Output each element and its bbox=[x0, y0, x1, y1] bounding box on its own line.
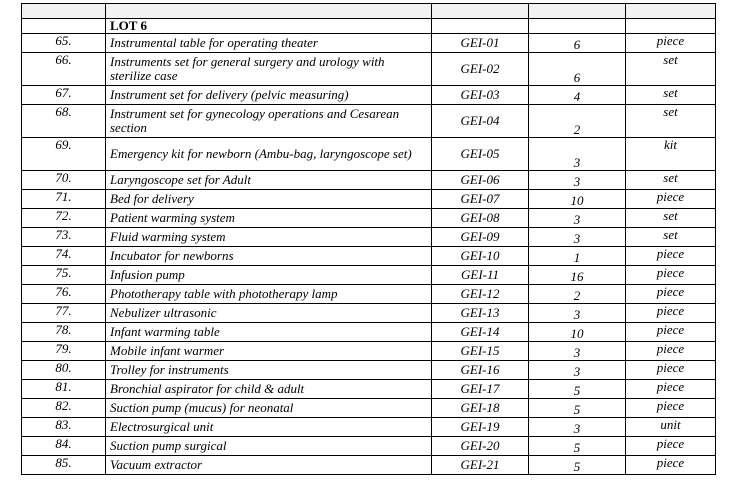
item-unit: set bbox=[626, 53, 716, 86]
lot-title: LOT 6 bbox=[106, 19, 432, 34]
item-number: 82. bbox=[22, 399, 106, 418]
item-quantity: 6 bbox=[529, 34, 626, 53]
item-name: Fluid warming system bbox=[106, 228, 432, 247]
item-quantity: 3 bbox=[529, 304, 626, 323]
item-code: GEI-13 bbox=[432, 304, 529, 323]
item-code: GEI-06 bbox=[432, 171, 529, 190]
item-quantity: 4 bbox=[529, 86, 626, 105]
item-number: 79. bbox=[22, 342, 106, 361]
lot-blank-cell bbox=[432, 19, 529, 34]
item-code: GEI-03 bbox=[432, 86, 529, 105]
item-code: GEI-02 bbox=[432, 53, 529, 86]
item-unit: piece bbox=[626, 342, 716, 361]
item-code: GEI-18 bbox=[432, 399, 529, 418]
table-row bbox=[22, 361, 716, 380]
lot-row bbox=[22, 19, 716, 34]
item-number: 83. bbox=[22, 418, 106, 437]
item-unit: piece bbox=[626, 399, 716, 418]
item-name: Instrumental table for operating theater bbox=[106, 34, 432, 53]
item-code: GEI-09 bbox=[432, 228, 529, 247]
lot-blank-cell bbox=[626, 19, 716, 34]
table-row bbox=[22, 285, 716, 304]
item-unit: piece bbox=[626, 361, 716, 380]
item-quantity: 2 bbox=[529, 105, 626, 138]
item-name: Phototherapy table with phototherapy lamp bbox=[106, 285, 432, 304]
item-number: 78. bbox=[22, 323, 106, 342]
table-row bbox=[22, 34, 716, 53]
table-body bbox=[22, 4, 716, 475]
equipment-table bbox=[21, 3, 716, 475]
table-row bbox=[22, 86, 716, 105]
item-quantity: 5 bbox=[529, 456, 626, 475]
item-name: Instruments set for general surgery and urology with sterilize case bbox=[106, 53, 432, 86]
lot-blank-cell bbox=[529, 19, 626, 34]
item-code: GEI-11 bbox=[432, 266, 529, 285]
item-code: GEI-15 bbox=[432, 342, 529, 361]
item-name: Instrument set for delivery (pelvic measuring) bbox=[106, 86, 432, 105]
item-number: 73. bbox=[22, 228, 106, 247]
item-number: 74. bbox=[22, 247, 106, 266]
item-unit: set bbox=[626, 228, 716, 247]
item-number: 81. bbox=[22, 380, 106, 399]
item-quantity: 16 bbox=[529, 266, 626, 285]
item-quantity: 3 bbox=[529, 342, 626, 361]
table-row bbox=[22, 399, 716, 418]
item-code: GEI-14 bbox=[432, 323, 529, 342]
item-unit: piece bbox=[626, 34, 716, 53]
item-unit: kit bbox=[626, 138, 716, 171]
item-name: Mobile infant warmer bbox=[106, 342, 432, 361]
item-code: GEI-20 bbox=[432, 437, 529, 456]
item-unit: piece bbox=[626, 266, 716, 285]
table-row bbox=[22, 418, 716, 437]
item-unit: set bbox=[626, 105, 716, 138]
item-code: GEI-16 bbox=[432, 361, 529, 380]
item-quantity: 10 bbox=[529, 190, 626, 209]
header-cell bbox=[529, 4, 626, 19]
item-quantity: 3 bbox=[529, 228, 626, 247]
item-name: Trolley for instruments bbox=[106, 361, 432, 380]
item-unit: set bbox=[626, 209, 716, 228]
item-quantity: 3 bbox=[529, 209, 626, 228]
item-code: GEI-08 bbox=[432, 209, 529, 228]
item-code: GEI-12 bbox=[432, 285, 529, 304]
table-row bbox=[22, 105, 716, 138]
table-row bbox=[22, 380, 716, 399]
item-code: GEI-05 bbox=[432, 138, 529, 171]
item-name: Laryngoscope set for Adult bbox=[106, 171, 432, 190]
item-number: 65. bbox=[22, 34, 106, 53]
item-quantity: 3 bbox=[529, 138, 626, 171]
item-unit: piece bbox=[626, 380, 716, 399]
table-row bbox=[22, 266, 716, 285]
item-number: 84. bbox=[22, 437, 106, 456]
item-quantity: 5 bbox=[529, 437, 626, 456]
item-name: Electrosurgical unit bbox=[106, 418, 432, 437]
item-code: GEI-19 bbox=[432, 418, 529, 437]
item-quantity: 3 bbox=[529, 418, 626, 437]
header-cell bbox=[22, 4, 106, 19]
item-quantity: 6 bbox=[529, 53, 626, 86]
item-code: GEI-21 bbox=[432, 456, 529, 475]
item-number: 66. bbox=[22, 53, 106, 86]
table-row bbox=[22, 247, 716, 266]
item-name: Patient warming system bbox=[106, 209, 432, 228]
item-name: Bronchial aspirator for child & adult bbox=[106, 380, 432, 399]
item-unit: set bbox=[626, 171, 716, 190]
item-number: 68. bbox=[22, 105, 106, 138]
item-unit: piece bbox=[626, 247, 716, 266]
table-row bbox=[22, 138, 716, 171]
item-code: GEI-17 bbox=[432, 380, 529, 399]
table-row bbox=[22, 209, 716, 228]
item-number: 70. bbox=[22, 171, 106, 190]
item-name: Incubator for newborns bbox=[106, 247, 432, 266]
item-name: Suction pump surgical bbox=[106, 437, 432, 456]
item-quantity: 1 bbox=[529, 247, 626, 266]
item-name: Bed for delivery bbox=[106, 190, 432, 209]
item-code: GEI-07 bbox=[432, 190, 529, 209]
item-unit: piece bbox=[626, 323, 716, 342]
item-number: 72. bbox=[22, 209, 106, 228]
item-number: 71. bbox=[22, 190, 106, 209]
table-row bbox=[22, 304, 716, 323]
item-quantity: 5 bbox=[529, 380, 626, 399]
table-row bbox=[22, 53, 716, 86]
item-quantity: 10 bbox=[529, 323, 626, 342]
header-cell bbox=[106, 4, 432, 19]
lot-blank-cell bbox=[22, 19, 106, 34]
table-row bbox=[22, 342, 716, 361]
table-row bbox=[22, 323, 716, 342]
item-unit: unit bbox=[626, 418, 716, 437]
item-name: Emergency kit for newborn (Ambu-bag, laryngoscope set) bbox=[106, 138, 432, 171]
table-row bbox=[22, 190, 716, 209]
item-code: GEI-10 bbox=[432, 247, 529, 266]
item-unit: set bbox=[626, 86, 716, 105]
item-quantity: 3 bbox=[529, 361, 626, 380]
item-unit: piece bbox=[626, 190, 716, 209]
header-row bbox=[22, 4, 716, 19]
item-name: Suction pump (mucus) for neonatal bbox=[106, 399, 432, 418]
item-code: GEI-04 bbox=[432, 105, 529, 138]
item-number: 77. bbox=[22, 304, 106, 323]
item-name: Instrument set for gynecology operations and Cesarean section bbox=[106, 105, 432, 138]
item-unit: piece bbox=[626, 437, 716, 456]
item-number: 67. bbox=[22, 86, 106, 105]
item-quantity: 2 bbox=[529, 285, 626, 304]
item-unit: piece bbox=[626, 285, 716, 304]
item-quantity: 5 bbox=[529, 399, 626, 418]
table-row bbox=[22, 456, 716, 475]
item-quantity: 3 bbox=[529, 171, 626, 190]
item-number: 80. bbox=[22, 361, 106, 380]
header-cell bbox=[626, 4, 716, 19]
header-cell bbox=[432, 4, 529, 19]
item-unit: piece bbox=[626, 456, 716, 475]
table-row bbox=[22, 228, 716, 247]
item-name: Infant warming table bbox=[106, 323, 432, 342]
item-number: 76. bbox=[22, 285, 106, 304]
table-row bbox=[22, 437, 716, 456]
item-code: GEI-01 bbox=[432, 34, 529, 53]
table-row bbox=[22, 171, 716, 190]
item-number: 85. bbox=[22, 456, 106, 475]
item-name: Infusion pump bbox=[106, 266, 432, 285]
item-name: Nebulizer ultrasonic bbox=[106, 304, 432, 323]
item-number: 69. bbox=[22, 138, 106, 171]
item-unit: piece bbox=[626, 304, 716, 323]
item-number: 75. bbox=[22, 266, 106, 285]
item-name: Vacuum extractor bbox=[106, 456, 432, 475]
